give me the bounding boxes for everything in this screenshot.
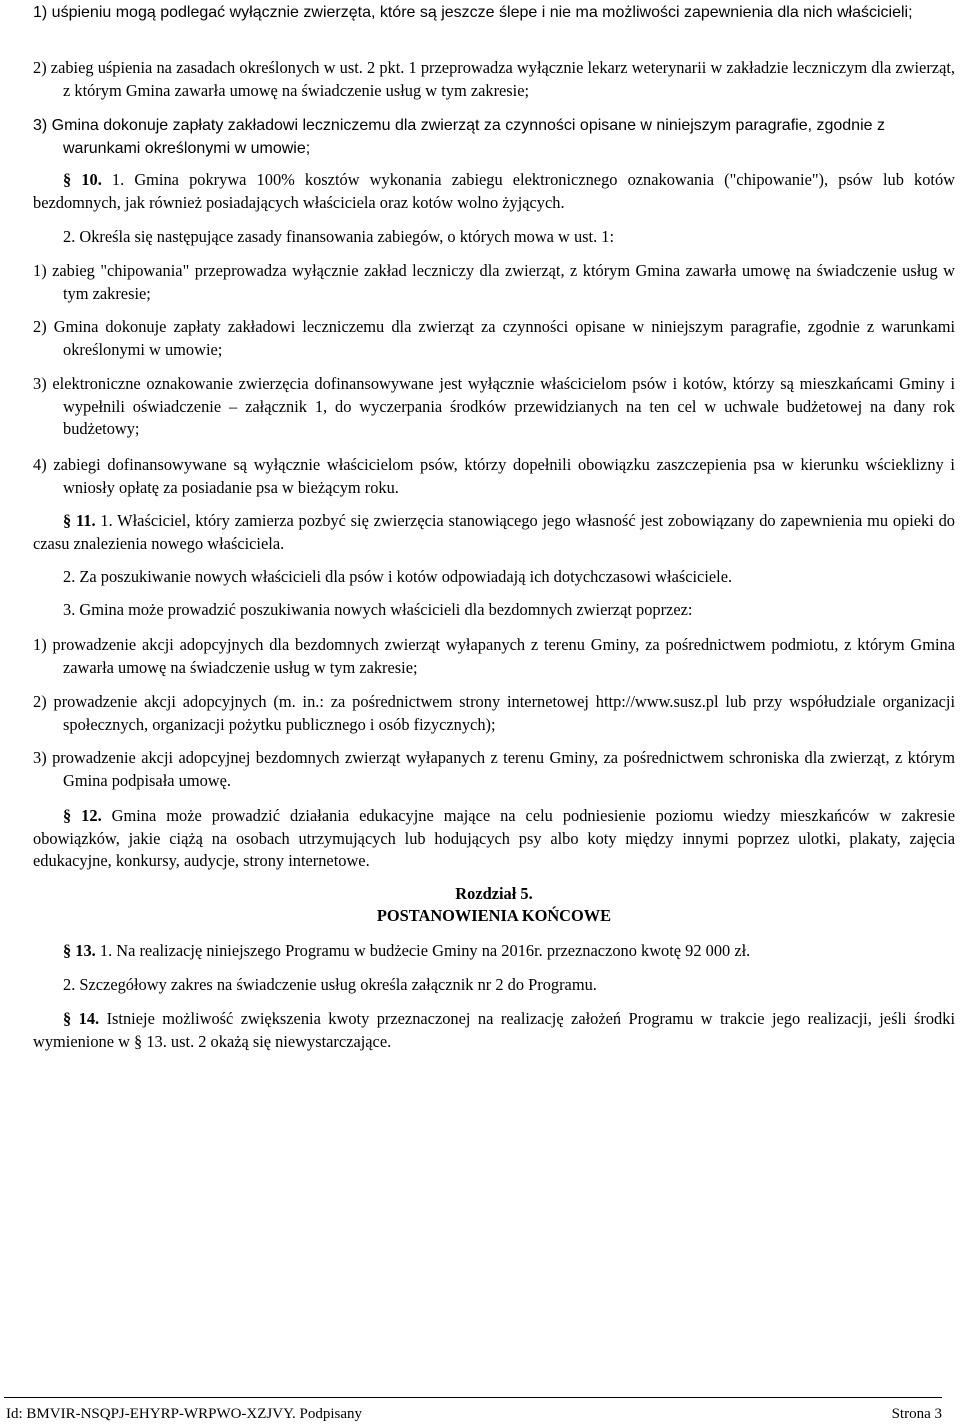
chapter-number: Rozdział 5. bbox=[455, 884, 533, 903]
section-10-label: § 10. bbox=[63, 170, 102, 189]
paragraph-item-3: 3) Gmina dokonuje zapłaty zakładowi leczniczemu dla zwierząt za czynności opisane w niniejszym paragrafie, zgodnie z warunkami określonymi w umowie; bbox=[33, 117, 885, 157]
section-13-label: § 13. bbox=[63, 941, 96, 960]
section-10-point-2: 2. Określa się następujące zasady finansowania zabiegów, o których mowa w ust. 1: bbox=[63, 227, 615, 246]
section-13-text: 1. Na realizację niniejszego Programu w budżecie Gminy na 2016r. przeznaczono kwotę 92 000 zł. bbox=[95, 941, 751, 960]
section-12-label: § 12. bbox=[63, 806, 102, 825]
section-11-item-3: 3) prowadzenie akcji adopcyjnej bezdomnych zwierząt wyłapanych z terenu Gminy, za pośrednictwem schroniska dla zwierząt, z którym Gmina podpisała umowę. bbox=[33, 748, 955, 790]
section-13-point-2: 2. Szczegółowy zakres na świadczenie usług określa załącznik nr 2 do Programu. bbox=[63, 975, 597, 994]
section-14-text: Istnieje możliwość zwiększenia kwoty przeznaczonej na realizację założeń Programu w trakcie jego realizacji, jeśli środki wymienione w § 13. ust. 2 okażą się niewystarczające. bbox=[33, 1009, 955, 1051]
section-11-point-2: 2. Za poszukiwanie nowych właścicieli dla psów i kotów odpowiadają ich dotychczasowi właściciele. bbox=[63, 567, 733, 586]
footer-divider bbox=[4, 1397, 942, 1398]
section-10-text: 1. Gmina pokrywa 100% kosztów wykonania zabiegu elektronicznego oznakowania ("chipowanie"), psów lub kotów bezdomnych, jak również posiadających właściciela oraz kotów wolno żyjących. bbox=[33, 170, 955, 212]
footer-document-id: Id: BMVIR-NSQPJ-EHYRP-WRPWO-XZJVY. Podpisany bbox=[6, 1406, 362, 1422]
section-10-item-3: 3) elektroniczne oznakowanie zwierzęcia dofinansowywane jest wyłącznie właścicielom psów i kotów, którzy są mieszkańcami Gminy i wypełnili oświadczenie – załącznik 1, do wyczerpania środków przewidzianych na ten cel w uchwale budżetowej na dany rok budżetowy; bbox=[33, 374, 955, 438]
paragraph-item-1: 1) uśpieniu mogą podlegać wyłącznie zwierzęta, które są jeszcze ślepe i nie ma możliwości zapewnienia dla nich właścicieli; bbox=[33, 4, 913, 21]
section-12 bbox=[33, 805, 955, 873]
section-11-point-3: 3. Gmina może prowadzić poszukiwania nowych właścicieli dla bezdomnych zwierząt poprzez: bbox=[63, 600, 693, 619]
paragraph-item-2: 2) zabieg uśpienia na zasadach określonych w ust. 2 pkt. 1 przeprowadza wyłącznie lekarz weterynarii w zakładzie leczniczym dla zwierząt, z którym Gmina zawarła umowę na świadczenie usług w tym zakresie; bbox=[33, 58, 955, 100]
section-11-label: § 11. bbox=[63, 511, 96, 530]
section-11-item-1: 1) prowadzenie akcji adopcyjnych dla bezdomnych zwierząt wyłapanych z terenu Gminy, za pośrednictwem podmiotu, z którym Gmina zawarła umowę na świadczenie usług w tym zakresie; bbox=[33, 635, 955, 677]
chapter-title: POSTANOWIENIA KOŃCOWE bbox=[376, 906, 612, 925]
section-14 bbox=[33, 1008, 955, 1053]
section-13 bbox=[33, 940, 955, 963]
section-11 bbox=[33, 510, 955, 555]
section-10 bbox=[33, 169, 955, 214]
section-10-item-4: 4) zabiegi dofinansowywane są wyłącznie właścicielom psów, którzy dopełnili obowiązku zaszczepienia psa w kierunku wścieklizny i wniosły opłatę za posiadanie psa w bieżącym roku. bbox=[33, 455, 955, 497]
section-11-item-2: 2) prowadzenie akcji adopcyjnych (m. in.: za pośrednictwem strony internetowej http://www.susz.pl lub przy współudziale organizacji społecznych, organizacji pożytku publicznego i osób fizycznych); bbox=[33, 692, 955, 734]
section-12-text: Gmina może prowadzić działania edukacyjne mające na celu podniesienie poziomu wiedzy mieszkańców w zakresie obowiązków, jakie ciążą na osobach utrzymujących lub hodujących psy albo koty między innymi poprzez ulotki, plakaty, zajęcia edukacyjne, konkursy, audycje, strony internetowe. bbox=[33, 806, 955, 870]
section-10-item-1: 1) zabieg "chipowania" przeprowadza wyłącznie zakład leczniczy dla zwierząt, z którym Gmina zawarła umowę na świadczenie usług w tym zakresie; bbox=[33, 261, 955, 303]
section-14-label: § 14. bbox=[63, 1009, 100, 1028]
section-11-text: 1. Właściciel, który zamierza pozbyć się zwierzęcia stanowiącego jego własność jest zobowiązany do zapewnienia mu opieki do czasu znalezienia nowego właściciela. bbox=[33, 511, 955, 553]
footer-page-number: Strona 3 bbox=[891, 1406, 942, 1422]
section-10-item-2: 2) Gmina dokonuje zapłaty zakładowi leczniczemu dla zwierząt za czynności opisane w niniejszym paragrafie, zgodnie z warunkami określonymi w umowie; bbox=[33, 317, 955, 359]
